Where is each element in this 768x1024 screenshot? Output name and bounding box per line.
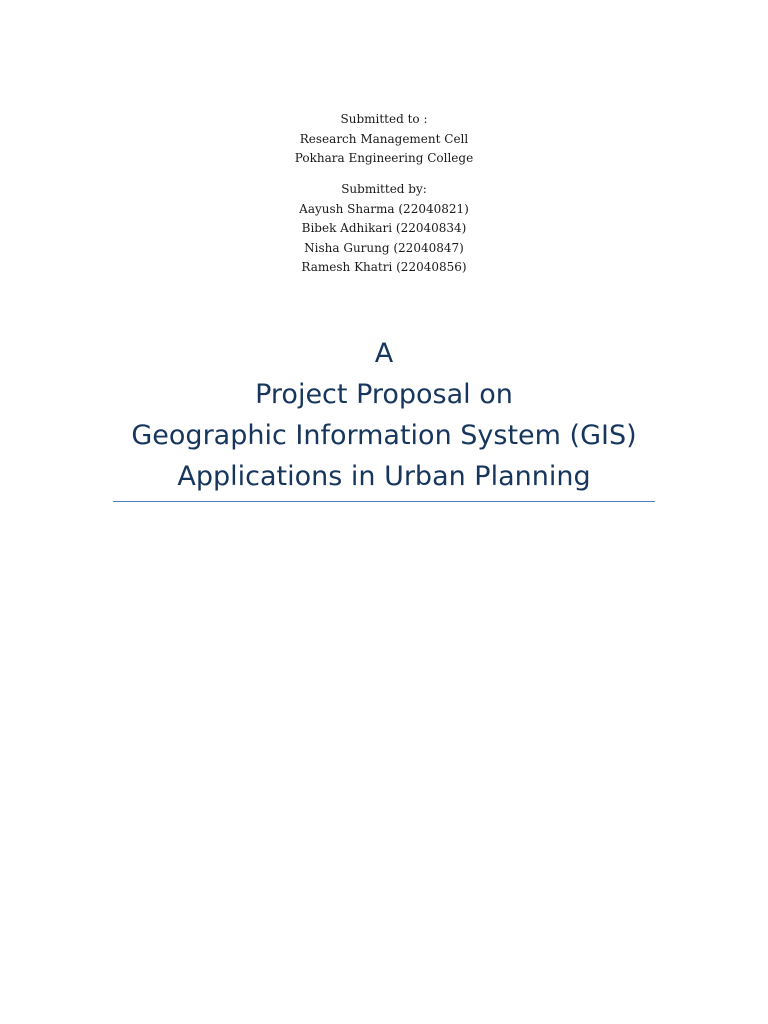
title-application-line: Applications in Urban Planning xyxy=(177,461,591,492)
title-proposal-line: Project Proposal on xyxy=(255,379,513,410)
document-title xyxy=(0,333,768,497)
team-member: Nisha Gurung (22040847) xyxy=(304,240,464,255)
recipient-department: Research Management Cell xyxy=(299,131,469,146)
recipient-institution: Pokhara Engineering College xyxy=(294,151,474,165)
submitted-by-heading: Submitted by: xyxy=(341,182,427,196)
team-member: Aayush Sharma (22040821) xyxy=(299,201,469,216)
title-subject-line: Geographic Information System (GIS) xyxy=(131,420,637,451)
submitted-to-heading: Submitted to : xyxy=(340,112,428,126)
title-underline-divider xyxy=(113,501,655,502)
submitted-to-block xyxy=(0,110,768,169)
submitted-by-block xyxy=(0,180,768,278)
title-article: A xyxy=(374,338,394,369)
team-member: Bibek Adhikari (22040834) xyxy=(301,221,467,235)
team-member: Ramesh Khatri (22040856) xyxy=(301,260,467,274)
